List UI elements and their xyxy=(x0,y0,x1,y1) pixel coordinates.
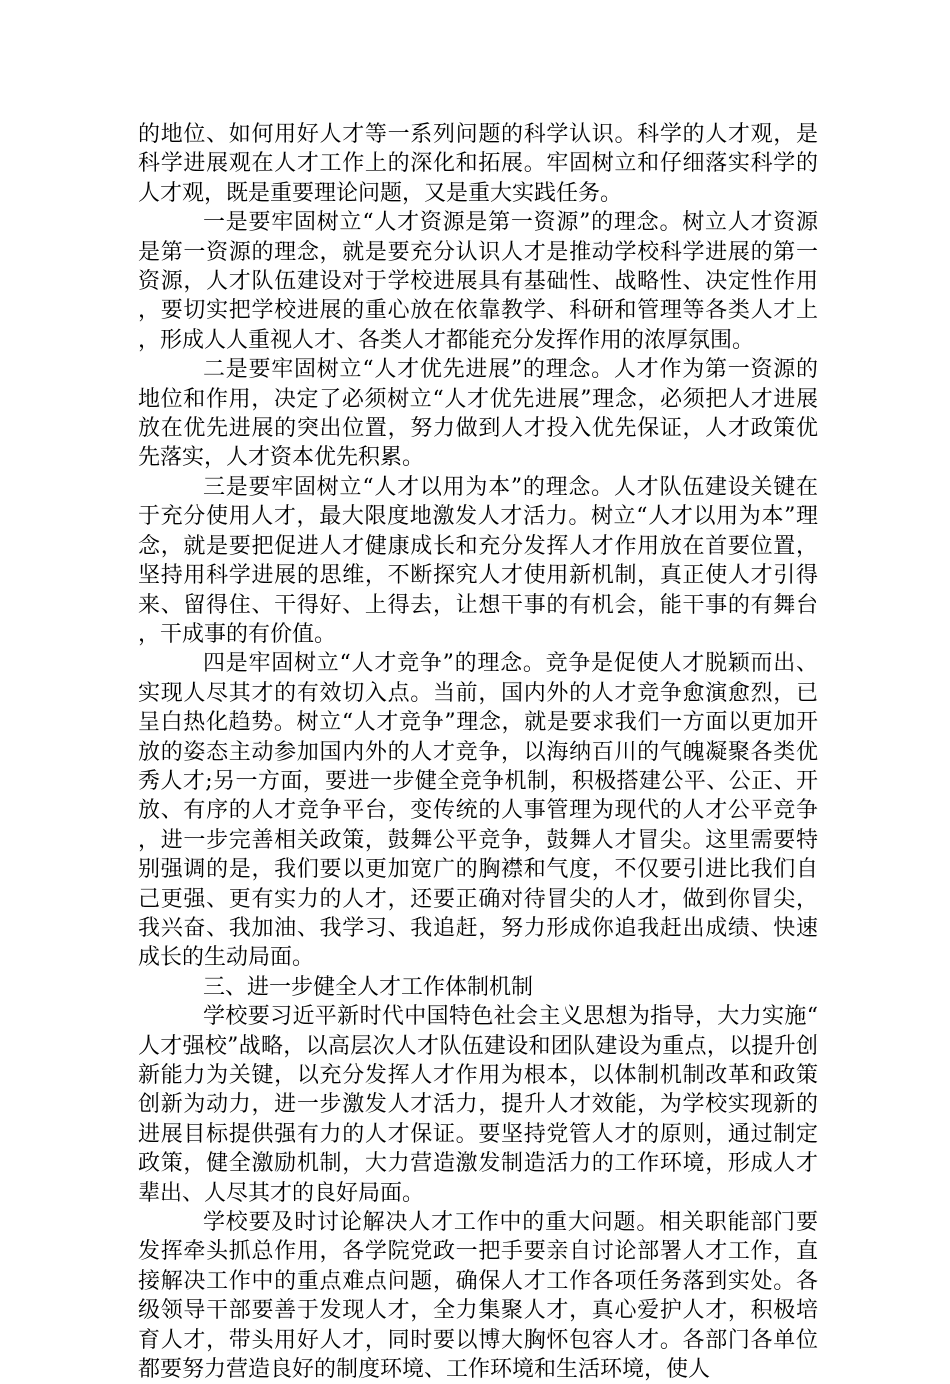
paragraph-5: 四是牢固树立“人才竞争”的理念。竞争是促使人才脱颖而出、实现人尽其才的有效切入点。当前，国内外的人才竞争愈演愈烈，已呈白热化趋势。树立“人才竞争”理念，就是要求我们一方面以更加开放的姿态主动参加国内外的人才竞争，以海纳百川的气魄凝聚各类优秀人才;另一方面，要进一步健全竞争机制，积极搭建公平、公正、开放、有序的人才竞争平台，变传统的人事管理为现代的人才公平竞争，进一步完善相关政策，鼓舞公平竞争，鼓舞人才冒尖。这里需要特别强调的是，我们要以更加宽广的胸襟和气度，不仅要引进比我们自己更强、更有实力的人才，还要正确对待冒尖的人才，做到你冒尖，我兴奋、我加油、我学习、我追赶，努力形成你追我赶出成绩、快速成长的生动局面。 xyxy=(138,651,818,971)
paragraph-7: 学校要及时讨论解决人才工作中的重大问题。相关职能部门要发挥牵头抓总作用，各学院党政一把手要亲自讨论部署人才工作，直接解决工作中的重点难点问题，确保人才工作各项任务落到实处。各级领导干部要善于发现人才，全力集聚人才，真心爱护人才，积极培育人才，带头用好人才，同时要以博大胸怀包容人才。各部门各单位都要努力营造良好的制度环境、工作环境和生活环境，使人 xyxy=(138,1210,818,1383)
paragraph-1: 的地位、如何用好人才等一系列问题的科学认识。科学的人才观，是科学进展观在人才工作上的深化和拓展。牢固树立和仔细落实科学的人才观，既是重要理论问题，又是重大实践任务。 xyxy=(138,122,818,206)
document-page xyxy=(138,120,818,1384)
paragraph-3: 二是要牢固树立“人才优先进展”的理念。人才作为第一资源的地位和作用，决定了必须树立“人才优先进展”理念，必须把人才进展放在优先进展的突出位置，努力做到人才投入优先保证，人才政策优先落实，人才资本优先积累。 xyxy=(138,357,818,471)
paragraph-4: 三是要牢固树立“人才以用为本”的理念。人才队伍建设关键在于充分使用人才，最大限度地激发人才活力。树立“人才以用为本”理念，就是要把促进人才健康成长和充分发挥人才作用放在首要位置，坚持用科学进展的思维，不断探究人才使用新机制，真正使人才引得来、留得住、干得好、上得去，让想干事的有机会，能干事的有舞台，干成事的有价值。 xyxy=(138,474,818,647)
paragraph-2: 一是要牢固树立“人才资源是第一资源”的理念。树立人才资源是第一资源的理念，就是要充分认识人才是推动学校科学进展的第一资源，人才队伍建设对于学校进展具有基础性、战略性、决定性作用，要切实把学校进展的重心放在依靠教学、科研和管理等各类人才上，形成人人重视人才、各类人才都能充分发挥作用的浓厚氛围。 xyxy=(138,210,818,353)
section-heading: 三、进一步健全人才工作体制机制 xyxy=(203,974,534,1000)
paragraph-6: 学校要习近平新时代中国特色社会主义思想为指导，大力实施“人才强校”战略，以高层次人才队伍建设和团队建设为重点，以提升创新能力为关键，以充分发挥人才作用为根本，以体制机制改革和政策创新为动力，进一步激发人才活力，提升人才效能，为学校实现新的进展目标提供强有力的人才保证。要坚持党管人才的原则，通过制定政策，健全激励机制，大力营造激发制造活力的工作环境，形成人才辈出、人尽其才的良好局面。 xyxy=(138,1004,818,1206)
